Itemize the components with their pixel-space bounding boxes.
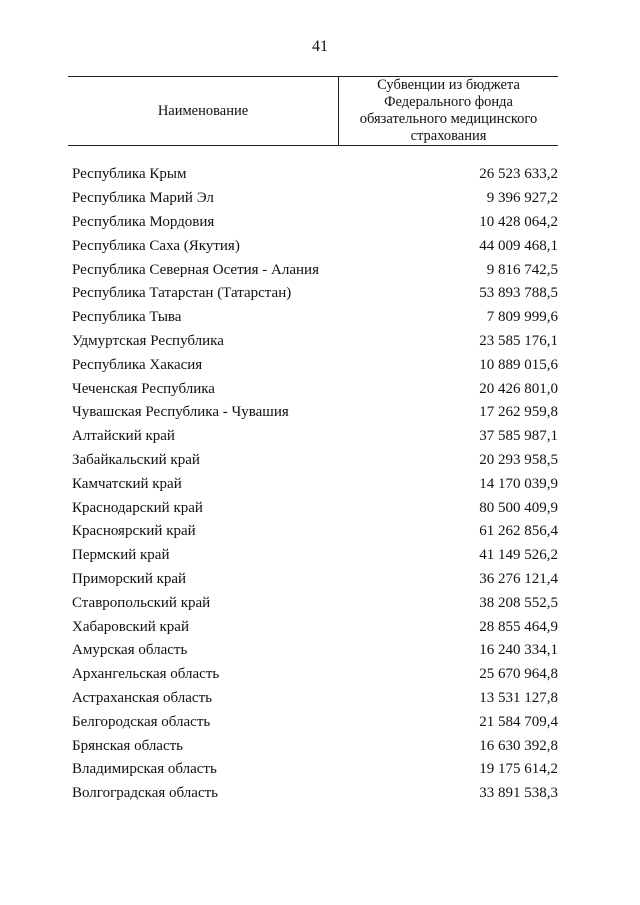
subsidy-amount: 23 585 176,1 bbox=[479, 332, 558, 349]
region-name: Республика Крым bbox=[72, 166, 187, 183]
region-name: Хабаровский край bbox=[72, 618, 189, 635]
subsidy-amount: 16 630 392,8 bbox=[479, 737, 558, 754]
region-name: Ставропольский край bbox=[72, 594, 211, 611]
region-name: Камчатский край bbox=[72, 475, 182, 492]
subsidy-amount: 7 809 999,6 bbox=[486, 309, 558, 326]
table-row bbox=[72, 496, 558, 520]
region-name: Республика Саха (Якутия) bbox=[72, 237, 240, 254]
region-name: Владимирская область bbox=[72, 761, 217, 778]
subsidy-amount: 25 670 964,8 bbox=[479, 666, 558, 683]
subsidy-amount: 61 262 856,4 bbox=[479, 523, 558, 540]
subsidy-amount: 41 149 526,2 bbox=[479, 547, 558, 564]
table-row bbox=[72, 306, 558, 330]
region-name: Республика Хакасия bbox=[72, 356, 203, 373]
column-header-name: Наименование bbox=[68, 77, 339, 145]
region-name: Красноярский край bbox=[72, 523, 196, 540]
subsidy-amount: 26 523 633,2 bbox=[479, 166, 558, 183]
region-name: Белгородская область bbox=[72, 713, 211, 730]
table-row bbox=[72, 758, 558, 782]
table-row bbox=[72, 187, 558, 211]
region-name: Республика Северная Осетия - Алания bbox=[72, 261, 319, 278]
subsidy-amount: 9 816 742,5 bbox=[486, 261, 558, 278]
subsidy-amount: 9 396 927,2 bbox=[486, 190, 558, 207]
table-row bbox=[72, 687, 558, 711]
table-row bbox=[72, 734, 558, 758]
subsidy-amount: 36 276 121,4 bbox=[479, 570, 558, 587]
region-name: Алтайский край bbox=[72, 428, 175, 445]
subsidy-amount: 16 240 334,1 bbox=[479, 642, 558, 659]
table-row bbox=[72, 163, 558, 187]
subsidy-amount: 17 262 959,8 bbox=[479, 404, 558, 421]
subsidy-amount: 10 428 064,2 bbox=[479, 213, 558, 230]
region-name: Архангельская область bbox=[72, 666, 220, 683]
table-row bbox=[72, 425, 558, 449]
table-header bbox=[68, 76, 558, 146]
subsidy-amount: 33 891 538,3 bbox=[479, 785, 558, 802]
table-row bbox=[72, 782, 558, 806]
subsidy-amount: 13 531 127,8 bbox=[479, 689, 558, 706]
region-name: Амурская область bbox=[72, 642, 188, 659]
subsidy-amount: 10 889 015,6 bbox=[479, 356, 558, 373]
region-list bbox=[72, 163, 558, 806]
region-name: Брянская область bbox=[72, 737, 184, 754]
page-number: 41 bbox=[312, 38, 328, 55]
region-name: Республика Мордовия bbox=[72, 213, 215, 230]
region-name: Удмуртская Республика bbox=[72, 332, 224, 349]
subsidy-amount: 14 170 039,9 bbox=[479, 475, 558, 492]
subsidy-amount: 38 208 552,5 bbox=[479, 594, 558, 611]
table-row bbox=[72, 211, 558, 235]
subsidy-amount: 19 175 614,2 bbox=[479, 761, 558, 778]
subsidy-amount: 80 500 409,9 bbox=[479, 499, 558, 516]
table-row bbox=[72, 449, 558, 473]
table-row bbox=[72, 710, 558, 734]
region-name: Волгоградская область bbox=[72, 785, 218, 802]
region-name: Республика Марий Эл bbox=[72, 190, 214, 207]
subsidy-amount: 44 009 468,1 bbox=[479, 237, 558, 254]
region-name: Республика Тыва bbox=[72, 309, 182, 326]
region-name: Астраханская область bbox=[72, 689, 212, 706]
table-row bbox=[72, 330, 558, 354]
subsidy-amount: 53 893 788,5 bbox=[479, 285, 558, 302]
region-name: Краснодарский край bbox=[72, 499, 203, 516]
subsidy-amount: 37 585 987,1 bbox=[479, 428, 558, 445]
table-row bbox=[72, 591, 558, 615]
table-row bbox=[72, 544, 558, 568]
table-row bbox=[72, 401, 558, 425]
table-row bbox=[72, 663, 558, 687]
region-name: Приморский край bbox=[72, 570, 187, 587]
table-row bbox=[72, 472, 558, 496]
region-name: Чеченская Республика bbox=[72, 380, 215, 397]
table-row bbox=[72, 353, 558, 377]
subsidy-amount: 28 855 464,9 bbox=[479, 618, 558, 635]
table-row bbox=[72, 258, 558, 282]
region-name: Чувашская Республика - Чувашия bbox=[72, 404, 289, 421]
table-row bbox=[72, 615, 558, 639]
subsidy-amount: 20 293 958,5 bbox=[479, 451, 558, 468]
column-header-subsidy: Субвенции из бюджета Федерального фонда обязательного медицинского страхования bbox=[359, 77, 538, 144]
table-row bbox=[72, 639, 558, 663]
table-row bbox=[72, 282, 558, 306]
table-row bbox=[72, 377, 558, 401]
table-row bbox=[72, 234, 558, 258]
subsidy-amount: 21 584 709,4 bbox=[479, 713, 558, 730]
region-name: Пермский край bbox=[72, 547, 170, 564]
region-name: Республика Татарстан (Татарстан) bbox=[72, 285, 292, 302]
region-name: Забайкальский край bbox=[72, 451, 200, 468]
table-row bbox=[72, 568, 558, 592]
table-row bbox=[72, 520, 558, 544]
subsidy-amount: 20 426 801,0 bbox=[479, 380, 558, 397]
